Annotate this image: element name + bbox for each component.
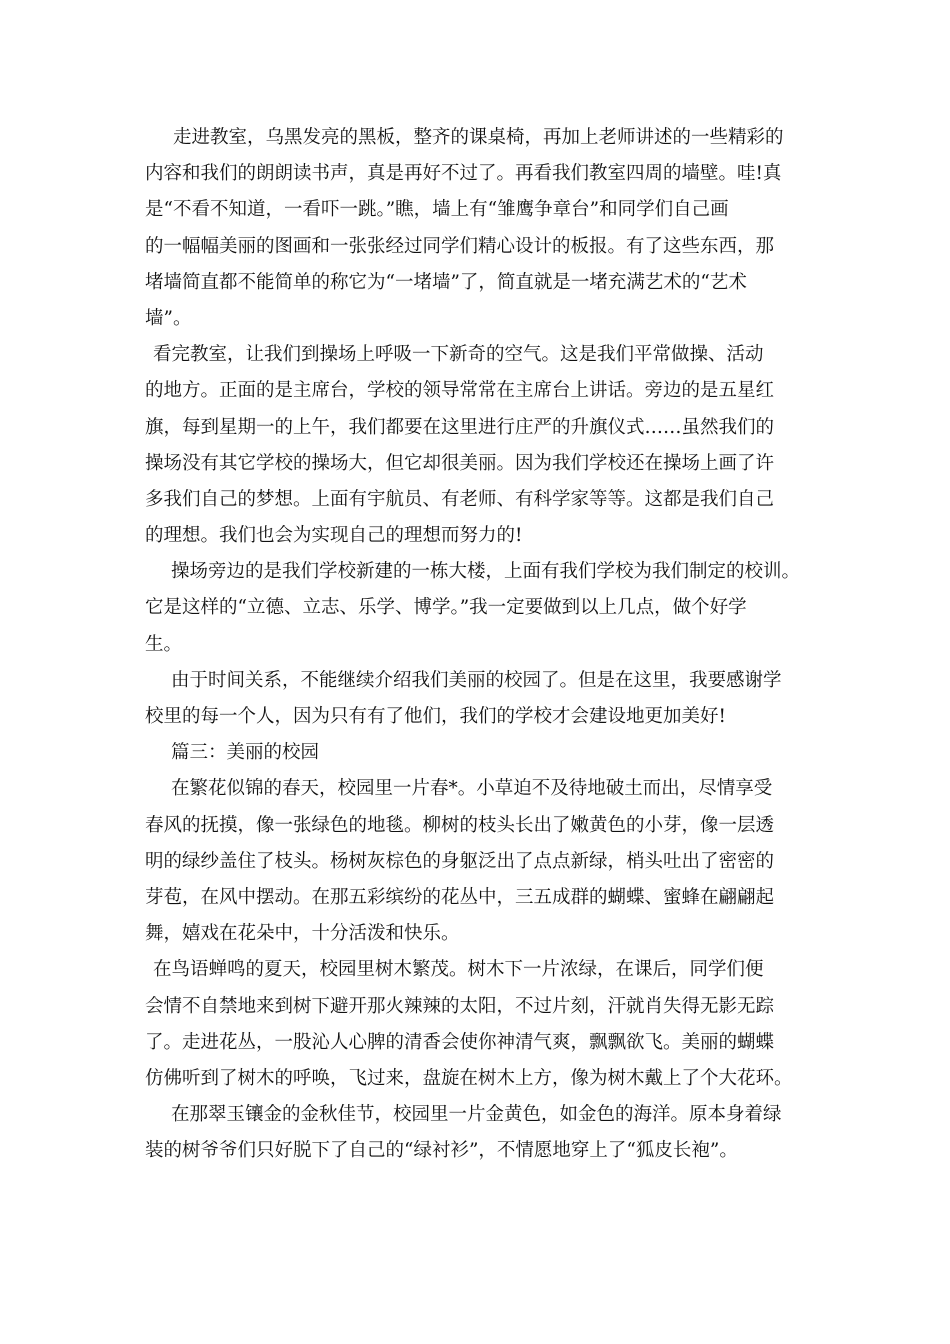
text-line: 明的绿纱盖住了枝头。杨树灰棕色的身躯泛出了点点新绿，梢头吐出了密密的 [145,850,775,872]
text-line: 在鸟语蝉鸣的夏天，校园里树木繁茂。树木下一片浓绿，在课后，同学们便 [153,959,764,981]
text-line: 的地方。正面的是主席台，学校的领导常常在主席台上讲话。旁边的是五星红 [145,380,775,402]
text-line: 操场没有其它学校的操场大，但它却很美丽。因为我们学校还在操场上画了许 [145,452,775,474]
text-line: 内容和我们的朗朗读书声，真是再好不过了。再看我们教室四周的墙壁。哇!真 [145,163,782,185]
text-line: 看完教室，让我们到操场上呼吸一下新奇的空气。这是我们平常做操、活动 [153,344,764,366]
text-line: 舞，嬉戏在花朵中，十分活泼和快乐。 [145,923,460,945]
text-line: 的理想。我们也会为实现自己的理想而努力的! [145,525,523,547]
text-line: 走进教室，乌黑发亮的黑板，整齐的课桌椅，再加上老师讲述的一些精彩的 [173,127,784,148]
text-line: 它是这样的“立德、立志、乐学、博学。”我一定要做到以上几点，做个好学 [145,597,747,619]
text-line: 校里的每一个人，因为只有有了他们，我们的学校才会建设地更加美好! [145,706,726,727]
text-line: 堵墙简直都不能简单的称它为“一堵墙”了，简直就是一堵充满艺术的“艺术 [145,271,747,293]
text-line: 芽苞，在风中摆动。在那五彩缤纷的花丛中，三五成群的蝴蝶、蜜蜂在翩翩起 [145,886,775,908]
text-line: 多我们自己的梦想。上面有宇航员、有老师、有科学家等等。这都是我们自己 [145,488,775,510]
text-line: 会情不自禁地来到树下避开那火辣辣的太阳，不过片刻，汗就肖失得无影无踪 [145,995,775,1017]
text-line: 由于时间关系，不能继续介绍我们美丽的校园了。但是在这里，我要感谢学 [171,669,782,691]
text-line: 操场旁边的是我们学校新建的一栋大楼，上面有我们学校为我们制定的校训。 [171,561,801,583]
text-line: 春风的抚摸，像一张绿色的地毯。柳树的枝头长出了嫩黄色的小芽，像一层透 [145,814,775,836]
text-line: 旗，每到星期一的上午，我们都要在这里进行庄严的升旗仪式……虽然我们的 [145,416,775,438]
text-line: 在繁花似锦的春天，校园里一片春*。小草迫不及待地破土而出，尽情享受 [171,778,773,800]
text-line: 是“不看不知道，一看吓一跳。”瞧，墙上有“雏鹰争章台”和同学们自己画 [145,199,729,221]
text-line: 的一幅幅美丽的图画和一张张经过同学们精心设计的板报。有了这些东西，那 [145,235,775,257]
document-body [145,120,815,1169]
section-heading: 篇三：美丽的校园 [171,742,320,764]
text-line: 了。走进花丛，一股沁人心脾的清香会使你神清气爽，飘飘欲飞。美丽的蝴蝶 [145,1031,775,1053]
text-line: 装的树爷爷们只好脱下了自己的“绿衬衫”，不情愿地穿上了“狐皮长袍”。 [145,1140,738,1162]
text-line: 仿佛听到了树木的呼唤，飞过来，盘旋在树木上方，像为树木戴上了个大花环。 [145,1067,793,1089]
text-line: 在那翠玉镶金的金秋佳节，校园里一片金黄色，如金色的海洋。原本身着绿 [171,1104,782,1126]
text-line: 生。 [145,633,183,655]
text-line: 墙”。 [145,307,192,329]
